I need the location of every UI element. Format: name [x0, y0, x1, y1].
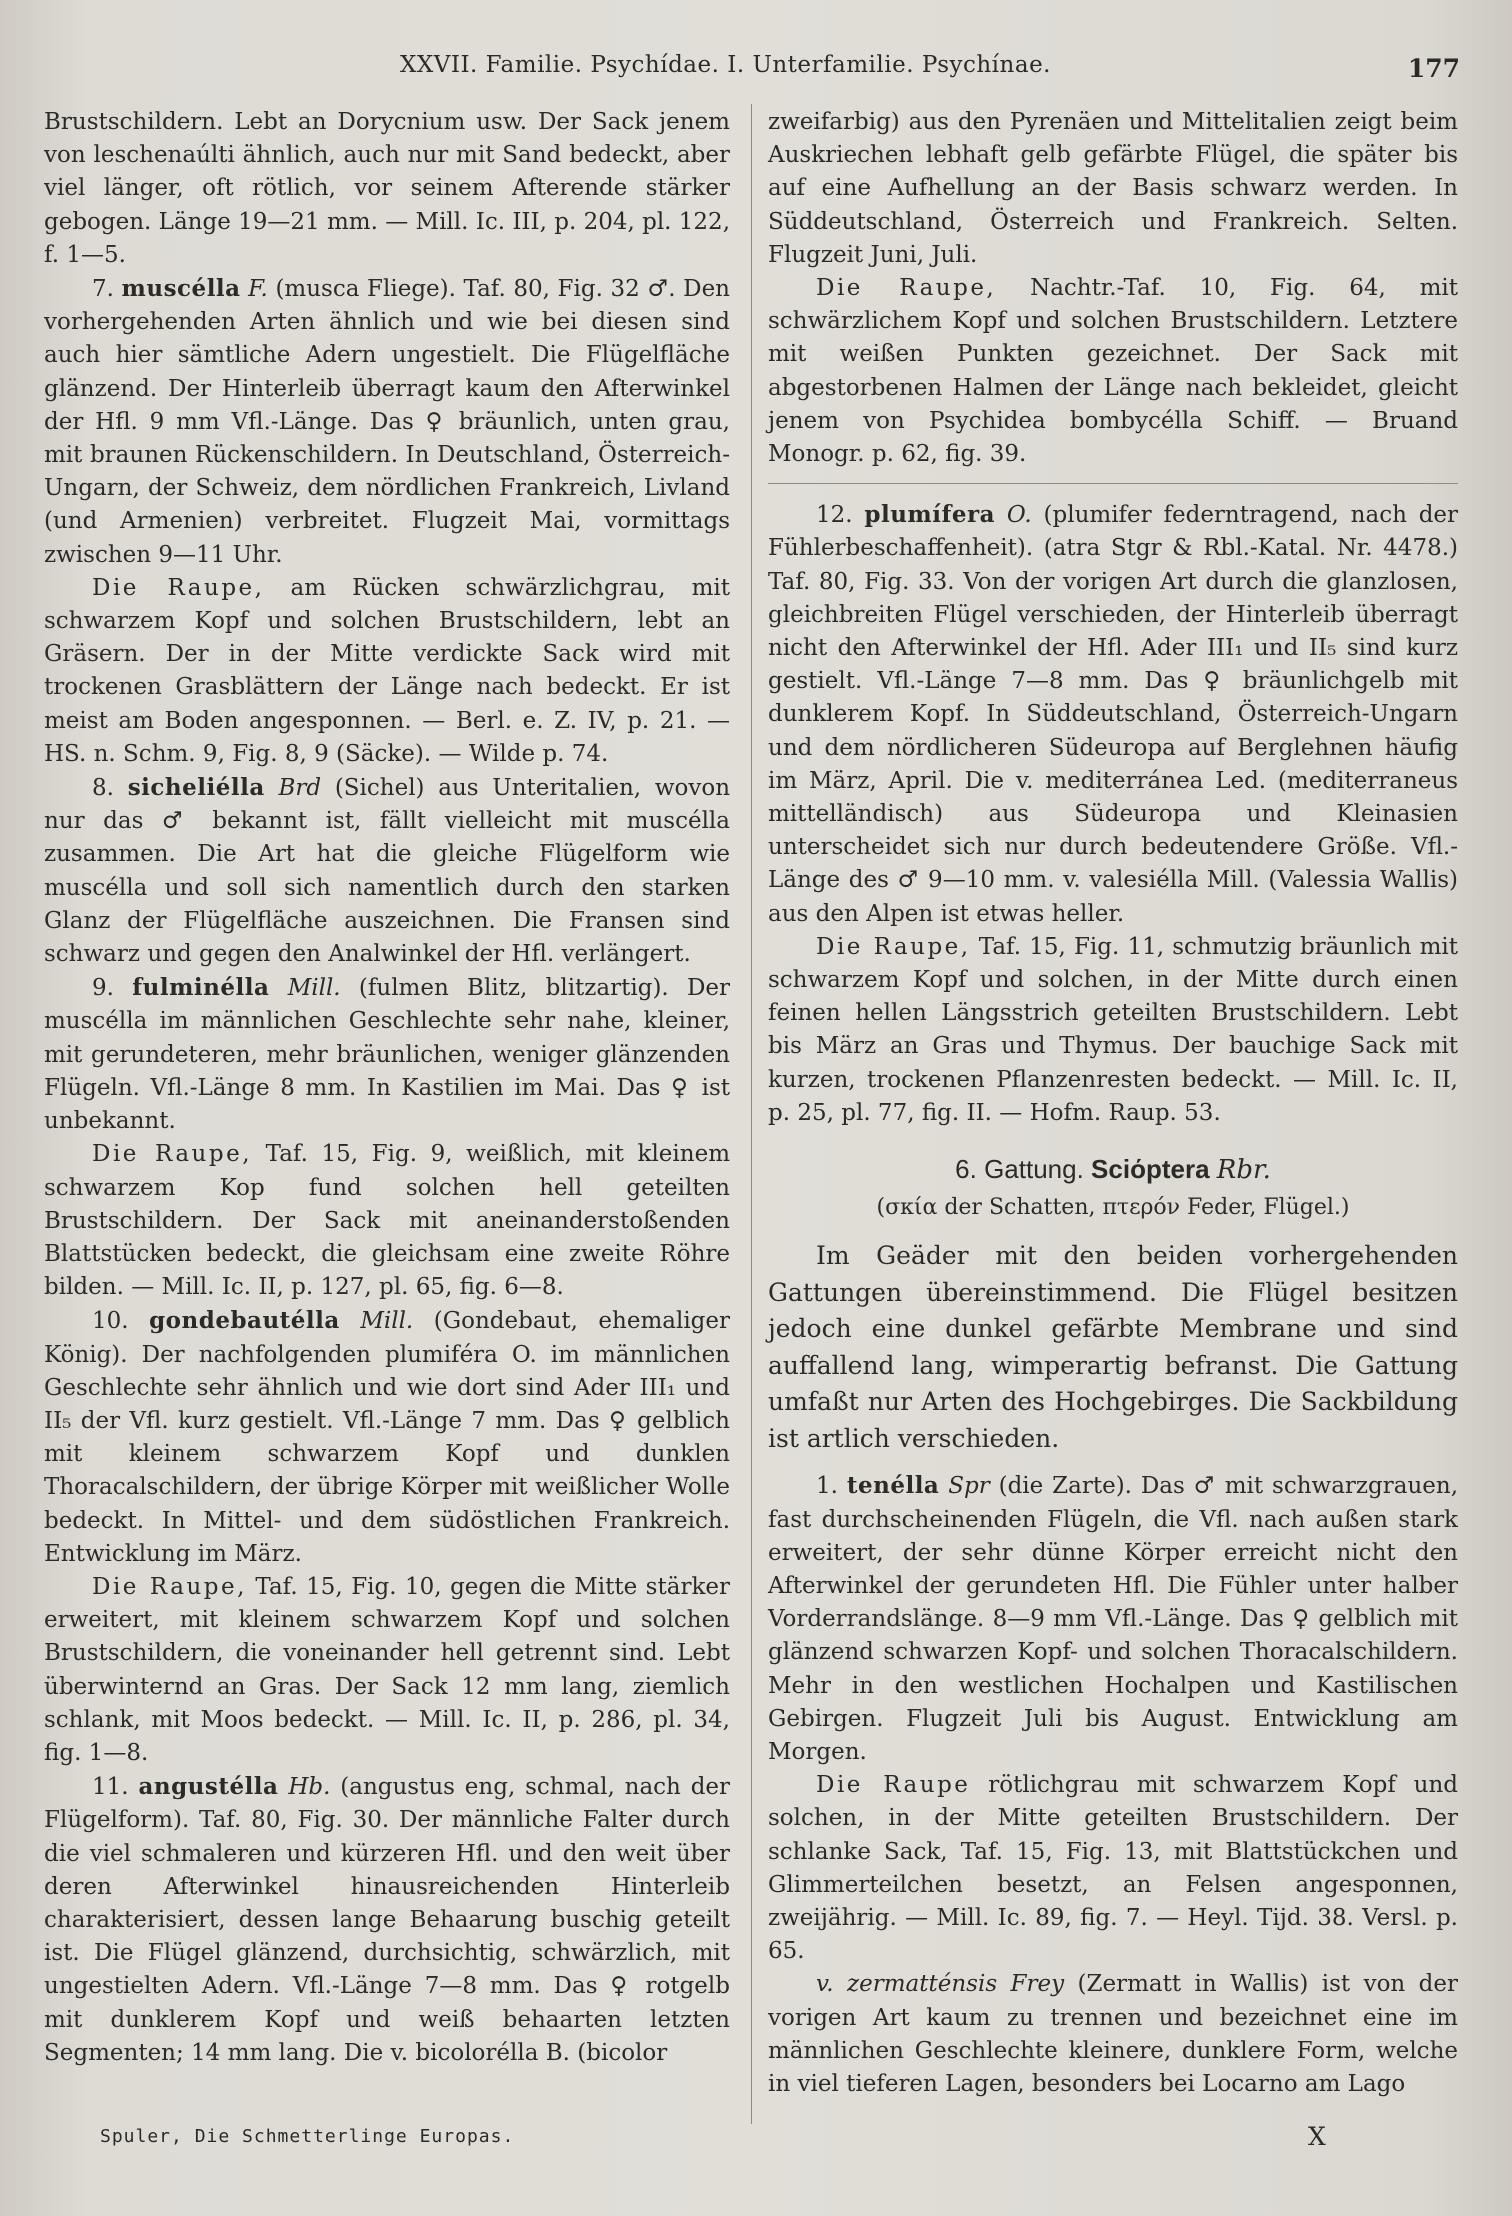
page-footer: [0, 2122, 1512, 2166]
larva-description: Taf. 15, Fig. 11, schmutzig bräunlich mit schwarzem Kopf und solchen, in der Mitte durch einen feinen hellen Längsstrich geteilten Brustschildern. Lebt bis März an Gras und Thymus. Der bauchige Sack mit kurzen, trockenen Pflanzenresten bedeckt. — Mill. Ic. II, p. 25, pl. 77, fig. II. — Hofm. Raup. 53.: [768, 933, 1458, 1126]
species-description: (plumifer federntragend, nach der Fühlerbeschaffenheit). (atra Stgr & Rbl.-Katal. Nr. 4478.) Taf. 80, Fig. 33. Von der vorigen Art durch die glanzlosen, gleichbreiten Flügel verschieden, der Hinterleib überragt nicht den Afterwinkel der Hfl. Ader III₁ und II₅ sind kurz gestielt. Vfl.-Länge 7—8 mm. Das ♀ bräunlichgelb mit dunklerem Kopf. In Süddeutschland, Österreich-Ungarn und dem nördlicheren Südeuropa auf Berglehnen häufig im März, April. Die v. mediterránea Led. (mediterraneus mittelländisch) aus Südeuropa und Kleinasien unterscheidet sich nur durch bedeutendere Größe. Vfl.-Länge des ♂ 9—10 mm. v. valesiélla Mill. (Valessia Wallis) aus den Alpen ist etwas heller.: [768, 502, 1459, 927]
species-author: Mill.: [360, 1308, 414, 1335]
page-number: 177: [1407, 54, 1460, 83]
larva-description: Taf. 15, Fig. 9, weißlich, mit kleinem schwarzem Kop fund solchen hell geteilten Brustschildern. Der Sack mit aneinanderstoßenden Blattstücken bedeckt, die gleichsam eine zweite Röhre bilden. — Mill. Ic. II, p. 127, pl. 65, fig. 6—8.: [44, 1141, 730, 1301]
variety-paragraph: [768, 1968, 1458, 2101]
genus-description: Im Geäder mit den beiden vorhergehenden Gattungen übereinstimmend. Die Flügel besitzen jedoch eine dunkel gefärbte Membrane und sind auffallend lang, wimperartig befranst. Die Gattung umfaßt nur Arten des Hochgebirges. Die Sackbildung ist artlich verschieden.: [768, 1241, 1458, 1453]
larva-paragraph: [768, 931, 1458, 1130]
species-author: Spr: [948, 1473, 990, 1500]
species-description: (musca Fliege). Taf. 80, Fig. 32 ♂. Den vorhergehenden Arten ähnlich und wie bei diesen sind auch hier sämtliche Adern ungestielt. Die Flügelfläche glänzend. Der Hinterleib überragt kaum den Afterwinkel der Hfl. 9 mm Vfl.-Länge. Das ♀ bräunlich, unten grau, mit braunen Rückenschildern. In Deutschland, Österreich-Ungarn, der Schweiz, dem nördlichen Frankreich, Livland (und Armenien) verbreitet. Flugzeit Mai, vormittags zwischen 9—11 Uhr.: [44, 276, 730, 568]
species-name: muscélla: [121, 275, 241, 303]
species-description: (Sichel) aus Unteritalien, wovon nur das ♂ bekannt ist, fällt vielleicht mit muscélla zusammen. Die Art hat die gleiche Flügelform wie muscélla und soll sich namentlich durch den starken Glanz der Flügelfläche auszeichnen. Die Fransen sind schwarz und gegen den Analwinkel der Hfl. verlängert.: [44, 775, 731, 968]
species-name: angustélla: [138, 1773, 279, 1801]
species-entry-gondebautella: [44, 1304, 730, 1571]
entry-number: 10.: [92, 1308, 129, 1335]
species-author: F.: [248, 276, 268, 303]
species-name: plumífera: [864, 501, 996, 529]
column-divider: [751, 104, 752, 2124]
book-title-footer: Spuler, Die Schmetterlinge Europas.: [100, 2126, 515, 2147]
larva-paragraph: [768, 1769, 1458, 1968]
entry-number: 11.: [92, 1774, 129, 1801]
species-name: sicheliélla: [127, 774, 265, 802]
variety-name: v. zermatténsis Frey: [816, 1971, 1065, 1998]
species-description: (fulmen Blitz, blitzartig). Der muscélla im männlichen Geschlechte sehr nahe, kleiner, mit gerundeteren, mehr bräunlichen, weniger glänzenden Flügeln. Vfl.-Länge 8 mm. In Kastilien im Mai. Das ♀ ist unbekannt.: [44, 975, 731, 1135]
larva-label: Die Raupe,: [816, 933, 971, 960]
left-column: [44, 106, 730, 2070]
species-entry-angustella: [44, 1770, 730, 2070]
species-author: Hb.: [288, 1774, 331, 1801]
continued-paragraph: Brustschildern. Lebt an Dorycnium usw. Der Sack jenem von leschenaúlti ähnlich, auch nur mit Sand bedeckt, aber viel länger, oft rötlich, vor seinem Afterende stärker gebogen. Länge 19—21 mm. — Mill. Ic. III, p. 204, pl. 122, f. 1—5.: [44, 109, 731, 268]
larva-paragraph: [44, 572, 730, 771]
genus-heading: [768, 1152, 1458, 1187]
entry-number: 9.: [92, 975, 114, 1002]
species-author: Mill.: [287, 975, 341, 1002]
larva-paragraph: [44, 1571, 730, 1770]
larva-label: Die Raupe,: [816, 275, 997, 302]
genus-etymology: (σκία der Schatten, πτερόν Feder, Flügel.): [876, 1195, 1350, 1221]
larva-paragraph: [44, 1138, 730, 1304]
species-entry-tenella: [768, 1469, 1458, 1769]
larva-description: Nachtr.-Taf. 10, Fig. 64, mit schwärzlichem Kopf und solchen Brustschildern. Letztere mit weißen Punkten gezeichnet. Der Sack mit abgestorbenen Halmen der Länge nach bekleidet, gleicht jenem von Psychidea bombycélla Schiff. — Bruand Monogr. p. 62, fig. 39.: [768, 275, 1458, 468]
larva-label: Die Raupe,: [92, 574, 265, 601]
species-entry-muscella: [44, 272, 730, 572]
species-author: O.: [1006, 502, 1032, 529]
page-header: [0, 52, 1512, 92]
running-title: XXVII. Familie. Psychídae. I. Unterfamilie. Psychínae.: [400, 52, 1051, 78]
entry-number: 8.: [92, 775, 114, 802]
larva-description: Taf. 15, Fig. 10, gegen die Mitte stärker erweitert, mit kleinem schwarzem Kopf und solchen Brustschildern, die voneinander hell getrennt sind. Lebt überwinternd an Gras. Der Sack 12 mm lang, ziemlich schlank, mit Moos bedeckt. — Mill. Ic. II, p. 286, pl. 34, fig. 1—8.: [44, 1573, 730, 1766]
species-description: (die Zarte). Das ♂ mit schwarzgrauen, fast durchscheinenden Flügeln, die Vfl. nach außen stark erweitert, der sehr dünne Körper erreicht nicht den Afterwinkel der gerundeten Hfl. Die Fühler unter halber Vorderrandslänge. 8—9 mm Vfl.-Länge. Das ♀ gelblich mit glänzend schwarzen Kopf- und solchen Thoracalschildern. Mehr in den westlichen Hochalpen und Kastilischen Gebirgen. Flugzeit Juli bis August. Entwicklung am Morgen.: [768, 1473, 1459, 1765]
entry-number: 1.: [816, 1473, 838, 1500]
larva-paragraph: [768, 272, 1458, 471]
genus-author: Rbr.: [1216, 1155, 1271, 1186]
species-author: Brd: [278, 775, 322, 802]
right-column: [768, 106, 1458, 2101]
continued-paragraph: zweifarbig) aus den Pyrenäen und Mittelitalien zeigt beim Auskriechen lebhaft gelb gefärbte Flügel, die später bis auf eine Aufhellung an der Basis schwarz werden. In Süddeutschland, Österreich und Frankreich. Selten. Flugzeit Juni, Juli.: [768, 109, 1458, 268]
species-description: (Gondebaut, ehemaliger König). Der nachfolgenden plumiféra O. im männlichen Geschlechte sehr ähnlich und wie dort sind Ader III₁ und II₅ der Vfl. kurz gestielt. Vfl.-Länge 7 mm. Das ♀ gelblich mit kleinem schwarzem Kopf und dunklen Thoracalschildern, der übrige Körper mit weißlicher Wolle bedeckt. In Mittel- und dem südöstlichen Frankreich. Entwicklung im März.: [44, 1308, 731, 1567]
section-rule: [768, 483, 1458, 484]
larva-description: am Rücken schwärzlichgrau, mit schwarzem Kopf und solchen Brustschildern, lebt an Gräsern. Der in der Mitte verdickte Sack wird mit trockenen Grasblättern der Länge nach bedeckt. Er ist meist am Boden angesponnen. — Berl. e. Z. IV, p. 21. — HS. n. Schm. 9, Fig. 8, 9 (Säcke). — Wilde p. 74.: [44, 574, 730, 767]
larva-label: Die Raupe,: [92, 1141, 253, 1168]
variety-description: (Zermatt in Wallis) ist von der vorigen Art kaum zu trennen und bezeichnet eine im männlichen Geschlechte kleinere, dunklere Form, welche in viel tieferen Lagen, besonders bei Locarno am Lago: [768, 1971, 1459, 2097]
larva-label: Die Raupe: [816, 1772, 971, 1799]
species-entry-sicheliella: [44, 771, 730, 971]
genus-name: Sciόptera: [1091, 1154, 1210, 1185]
larva-label: Die Raupe,: [92, 1573, 247, 1600]
species-name: tenélla: [846, 1472, 940, 1500]
entry-number: 12.: [816, 502, 853, 529]
entry-number: 7.: [92, 276, 114, 303]
larva-description: rötlichgrau mit schwarzem Kopf und solchen, in der Mitte geteilten Brustschildern. Der schlanke Sack, Taf. 15, Fig. 13, mit Blattstückchen und Glimmerteilchen besetzt, an Felsen angesponnen, zweijährig. — Mill. Ic. 89, fig. 7. — Heyl. Tijd. 38. Versl. p. 65.: [768, 1772, 1458, 1965]
species-entry-plumifera: [768, 498, 1458, 931]
signature-mark: X: [1308, 2122, 1326, 2151]
species-description: (angustus eng, schmal, nach der Flügelform). Taf. 80, Fig. 30. Der männliche Falter durch die viel schmaleren und kürzeren Hfl. und den weit über deren Afterwinkel hinausreichenden Hinterleib charakterisiert, dessen lange Behaarung buschig geteilt ist. Die Flügel glänzend, durchsichtig, schwärzlich, mit ungestielten Adern. Vfl.-Länge 7—8 mm. Das ♀ rotgelb mit dunklerem Kopf und weiß behaarten letzten Segmenten; 14 mm lang. Die v. bicolorélla B. (bicolor: [44, 1774, 731, 2066]
species-name: fulminélla: [132, 974, 270, 1002]
species-entry-fulminella: [44, 971, 730, 1138]
species-name: gondebautélla: [149, 1307, 340, 1335]
genus-prefix: 6. Gattung.: [955, 1154, 1084, 1185]
